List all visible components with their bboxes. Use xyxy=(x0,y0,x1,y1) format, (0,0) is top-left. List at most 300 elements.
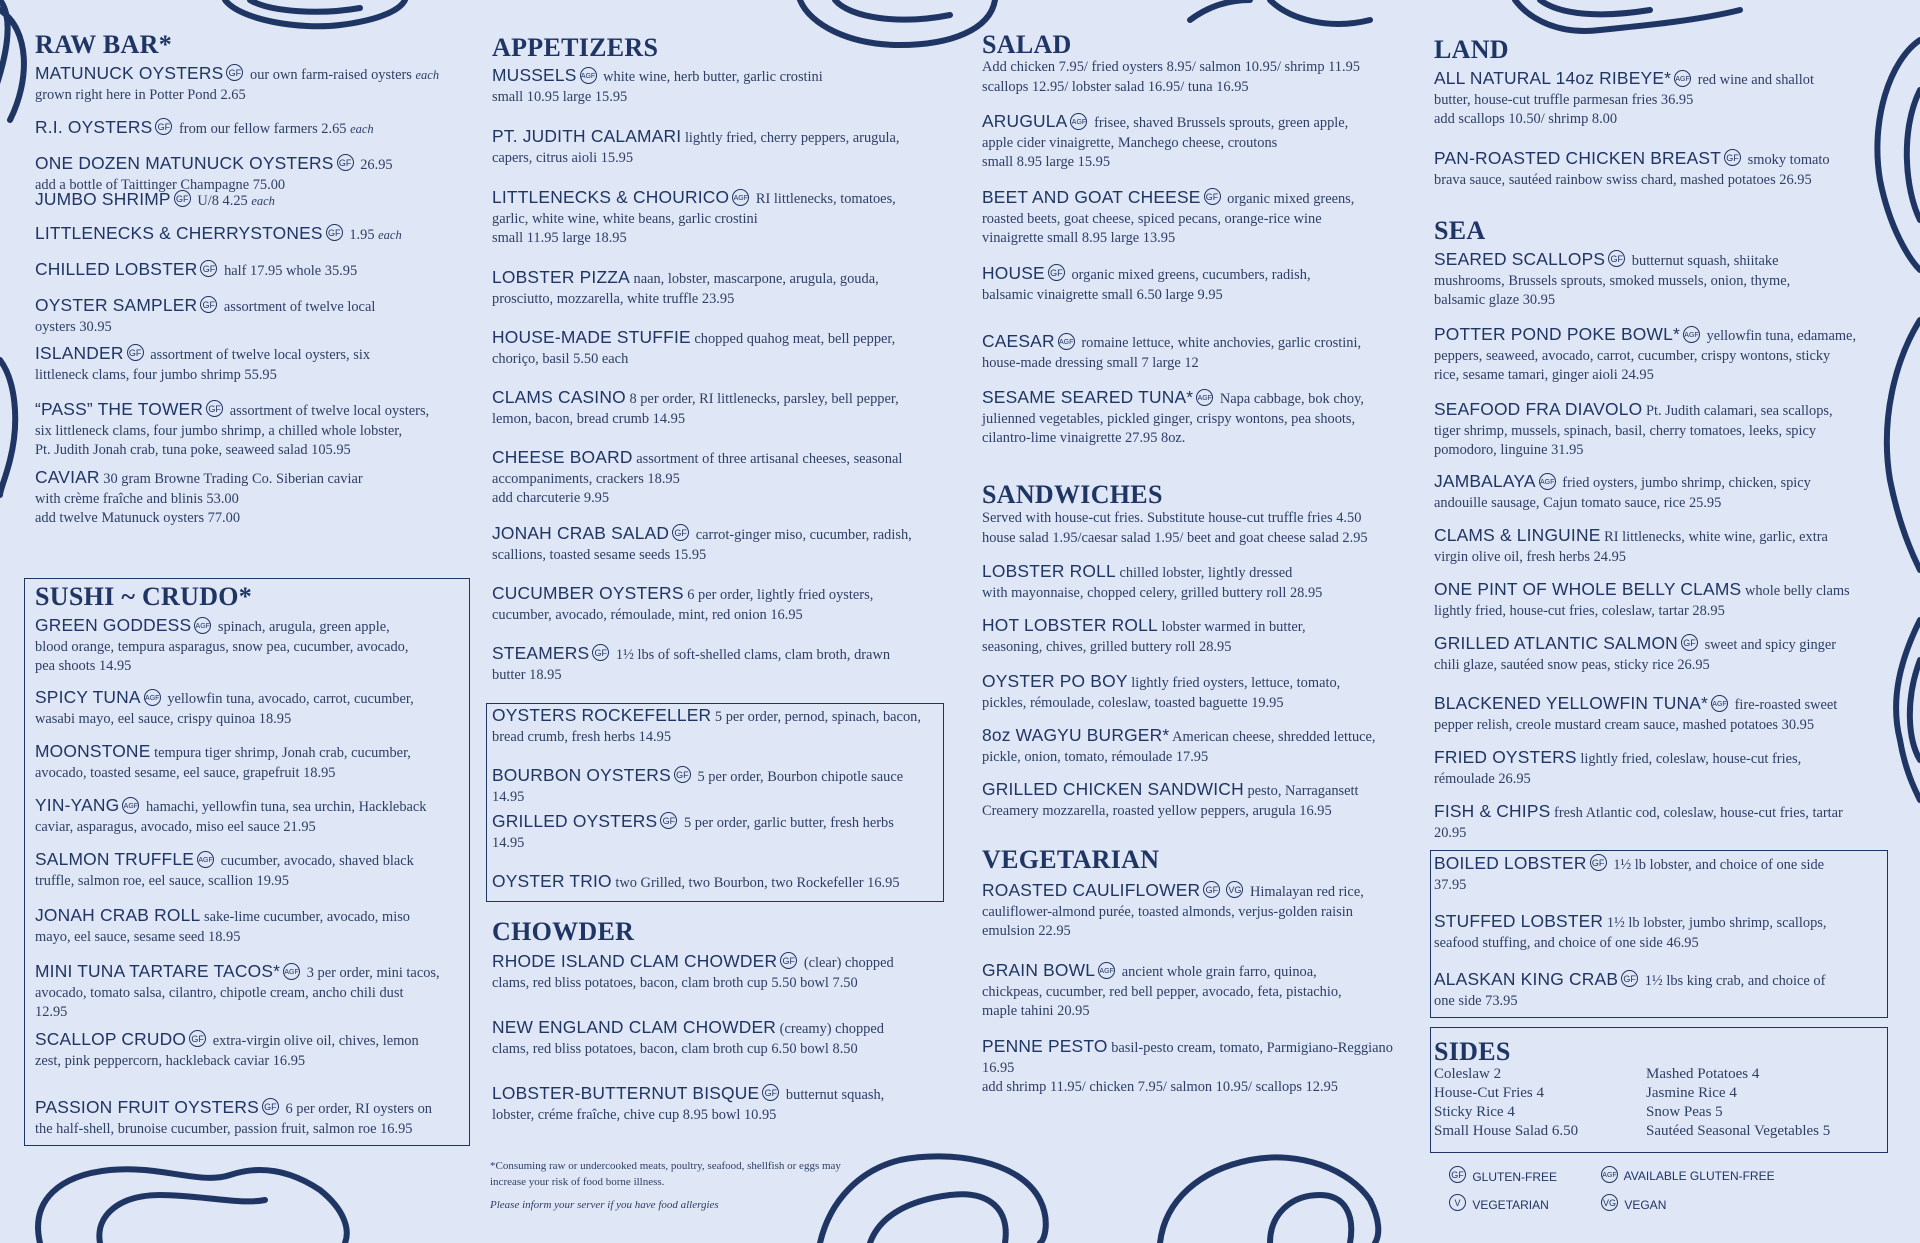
oyster-shell-top-3 xyxy=(1190,0,1370,24)
menu-item-detail: small 10.95 large 15.95 xyxy=(492,88,628,105)
menu-item-description: 8 per order, RI littlenecks, parsley, bell pepper, xyxy=(629,391,899,407)
gf-badge-icon: GF xyxy=(672,524,689,541)
menu-item-name: GREEN GODDESS xyxy=(35,615,192,635)
menu-item-detail: add scallops 10.50/ shrimp 8.00 xyxy=(1434,111,1618,127)
legend-label: AVAILABLE GLUTEN-FREE xyxy=(1623,1169,1775,1183)
menu-item xyxy=(1434,250,1884,311)
menu-item-detail: blood orange, tempura asparagus, snow pea, cucumber, avocado, xyxy=(35,638,409,655)
menu-item-detail: one side 73.95 xyxy=(1434,992,1518,1009)
menu-item-name: CUCUMBER OYSTERS xyxy=(492,583,684,603)
menu-item-detail: add twelve Matunuck oysters 77.00 xyxy=(35,510,241,526)
side-item: House-Cut Fries 4 xyxy=(1434,1085,1544,1101)
chowder-items xyxy=(492,952,952,1132)
menu-item-name: LOBSTER PIZZA xyxy=(492,267,630,287)
gf-badge-icon: GF xyxy=(200,296,217,313)
menu-item-detail: littleneck clams, four jumbo shrimp 55.95 xyxy=(35,366,277,383)
menu-item-description: Napa cabbage, bok choy, xyxy=(1219,391,1364,407)
menu-item xyxy=(1434,149,1884,190)
menu-item-description: ancient whole grain farro, quinoa, xyxy=(1121,964,1317,980)
menu-item-detail: 14.95 xyxy=(492,834,525,851)
menu-item-detail: butter 18.95 xyxy=(492,666,562,683)
menu-item-name: GRILLED CHICKEN SANDWICH xyxy=(982,779,1244,799)
menu-item xyxy=(35,190,475,212)
menu-item-detail: oysters 30.95 xyxy=(35,318,112,335)
menu-item-name: SALMON TRUFFLE xyxy=(35,849,195,869)
menu-item xyxy=(1434,472,1884,513)
menu-item-name: JONAH CRAB ROLL xyxy=(35,905,201,925)
menu-item-description: hamachi, yellowfin tuna, sea urchin, Hackleback xyxy=(145,799,427,815)
dietary-legend xyxy=(1446,1166,1886,1226)
menu-item-name: ONE DOZEN MATUNUCK OYSTERS xyxy=(35,153,334,173)
agf-badge-icon: AGF xyxy=(1601,1166,1618,1183)
menu-item xyxy=(492,584,952,625)
section-title-chowder: CHOWDER xyxy=(492,917,635,946)
raw-bar-items xyxy=(35,64,475,564)
menu-item xyxy=(982,112,1422,173)
menu-item-detail: tiger shrimp, mussels, spinach, basil, cherry tomatoes, leeks, spicy xyxy=(1434,422,1817,439)
menu-item-description: U/8 4.25 xyxy=(197,193,248,209)
menu-item-detail: lightly fried, house-cut fries, coleslaw, tartar 28.95 xyxy=(1434,602,1725,619)
menu-item-description: extra-virgin olive oil, chives, lemon xyxy=(212,1033,419,1049)
agf-badge-icon: AGF xyxy=(580,67,597,84)
menu-item-detail: accompaniments, crackers 18.95 xyxy=(492,470,680,487)
raw-warning-line2: increase your risk of food borne illness. xyxy=(490,1176,665,1188)
menu-item xyxy=(1434,400,1884,461)
menu-item-name: HOT LOBSTER ROLL xyxy=(982,615,1158,635)
menu-item-name: SEAFOOD FRA DIAVOLO xyxy=(1434,399,1643,419)
menu-item xyxy=(35,1030,465,1071)
gf-badge-icon: GF xyxy=(1681,634,1698,651)
menu-item-detail: caviar, asparagus, avocado, miso eel sauce 21.95 xyxy=(35,818,316,835)
menu-item-description: cucumber, avocado, shaved black xyxy=(220,853,414,869)
section-title-vegetarian: VEGETARIAN xyxy=(982,845,1160,874)
menu-item-detail: pickle, onion, tomato, rémoulade 17.95 xyxy=(982,748,1209,765)
menu-item xyxy=(982,332,1422,373)
menu-item-name: GRILLED OYSTERS xyxy=(492,811,658,831)
gf-badge-icon: GF xyxy=(780,952,797,969)
gf-badge-icon: GF xyxy=(762,1084,779,1101)
menu-item-detail: butter, house-cut truffle parmesan fries 36.95 xyxy=(1434,91,1694,108)
menu-item-detail: andouille sausage, Cajun tomato sauce, rice 25.95 xyxy=(1434,494,1722,511)
menu-item-description: half 17.95 whole 35.95 xyxy=(224,263,358,279)
sides-right-list xyxy=(1646,1065,1886,1141)
sandwiches-intro-line1: Served with house-cut fries. Substitute house-cut truffle fries 4.50 xyxy=(982,510,1362,526)
menu-item-name: LITTLENECKS & CHOURICO xyxy=(492,187,730,207)
side-item: Sautéed Seasonal Vegetables 5 xyxy=(1646,1123,1831,1139)
menu-item-description: assortment of twelve local oysters, xyxy=(229,403,430,419)
menu-item xyxy=(35,1098,465,1139)
menu-item-name: PENNE PESTO xyxy=(982,1036,1108,1056)
oyster-shell-right-mid xyxy=(1887,320,1920,570)
menu-item-detail: seafood stuffing, and choice of one side 46.95 xyxy=(1434,934,1699,951)
menu-item-detail: mayo, eel sauce, sesame seed 18.95 xyxy=(35,928,241,945)
gf-badge-icon: GF xyxy=(1203,881,1220,898)
section-title-sandwiches: SANDWICHES xyxy=(982,480,1163,509)
agf-badge-icon: AGF xyxy=(1058,333,1075,350)
menu-item-name: GRILLED ATLANTIC SALMON xyxy=(1434,633,1678,653)
menu-item-detail: add shrimp 11.95/ chicken 7.95/ salmon 10.95/ scallops 12.95 xyxy=(982,1079,1338,1095)
allergy-line: Please inform your server if you have food allergies xyxy=(490,1199,719,1211)
gf-badge-icon: GF xyxy=(326,224,343,241)
menu-item-detail: 37.95 xyxy=(1434,876,1467,893)
menu-item-name: 8oz WAGYU BURGER* xyxy=(982,725,1170,745)
menu-item-name: OYSTER PO BOY xyxy=(982,671,1128,691)
menu-item-detail: avocado, toasted sesame, eel sauce, grapefruit 18.95 xyxy=(35,764,336,781)
oyster-shell-right-low xyxy=(1896,620,1920,800)
menu-item xyxy=(492,188,952,249)
menu-item xyxy=(982,562,1422,603)
menu-item-description: 5 per order, Bourbon chipotle sauce xyxy=(697,769,904,785)
gf-badge-icon: GF xyxy=(200,260,217,277)
menu-item-description: 3 per order, mini tacos, xyxy=(306,965,440,981)
menu-item-detail: 20.95 xyxy=(1434,824,1467,841)
menu-item-name: MOONSTONE xyxy=(35,741,151,761)
menu-item-name: ALL NATURAL 14oz RIBEYE* xyxy=(1434,68,1672,88)
side-item: Mashed Potatoes 4 xyxy=(1646,1066,1760,1082)
menu-item-name: YIN-YANG xyxy=(35,795,120,815)
menu-item xyxy=(492,644,952,685)
allergy-notice xyxy=(490,1158,930,1213)
menu-item-detail: zest, pink peppercorn, hackleback caviar 16.95 xyxy=(35,1052,306,1069)
sandwiches-intro xyxy=(982,509,1422,548)
menu-item-description: assortment of twelve local xyxy=(223,299,376,315)
menu-item xyxy=(35,688,465,729)
menu-item xyxy=(982,780,1422,821)
section-title-sides: SIDES xyxy=(1434,1037,1511,1066)
menu-item-unit: each xyxy=(415,68,440,82)
menu-item-name: MATUNUCK OYSTERS xyxy=(35,63,224,83)
menu-item xyxy=(492,328,952,369)
gf-badge-icon: GF xyxy=(1204,188,1221,205)
menu-item-detail: 12.95 xyxy=(35,1004,68,1020)
agf-badge-icon: AGF xyxy=(1539,473,1556,490)
menu-item-description: two Grilled, two Bourbon, two Rockefeller 16.95 xyxy=(615,875,900,891)
gf-badge-icon: GF xyxy=(1724,149,1741,166)
agf-badge-icon: AGF xyxy=(1711,695,1728,712)
menu-item-detail: Creamery mozzarella, roasted yellow peppers, arugula 16.95 xyxy=(982,802,1332,819)
menu-item-description: (creamy) chopped xyxy=(779,1021,884,1037)
oyster-shell-bottom-left xyxy=(38,1169,347,1243)
menu-item-detail: choriço, basil 5.50 each xyxy=(492,350,629,367)
menu-item-description: 26.95 xyxy=(360,157,393,173)
menu-item-unit: each xyxy=(251,194,275,208)
agf-badge-icon: AGF xyxy=(1674,70,1691,87)
agf-badge-icon: AGF xyxy=(732,189,749,206)
menu-item-description: fresh Atlantic cod, coleslaw, house-cut fries, tartar xyxy=(1554,805,1843,821)
menu-item xyxy=(1434,69,1884,130)
menu-item xyxy=(492,388,952,429)
menu-item xyxy=(1434,580,1884,621)
menu-item-detail: mushrooms, Brussels sprouts, smoked mussels, onion, thyme, xyxy=(1434,272,1791,289)
menu-item-detail: pickles, rémoulade, coleslaw, toasted baguette 19.95 xyxy=(982,694,1284,711)
menu-item-description: butternut squash, shiitake xyxy=(1631,253,1779,269)
section-title-salad: SALAD xyxy=(982,30,1072,59)
legend-vegetarian xyxy=(1446,1194,1549,1212)
vg-badge-icon: VG xyxy=(1601,1194,1618,1211)
menu-item-description: red wine and shallot xyxy=(1697,72,1814,88)
sandwich-items xyxy=(982,562,1422,832)
menu-item-detail: balsamic glaze 30.95 xyxy=(1434,292,1556,308)
menu-item-description: organic mixed greens, xyxy=(1227,191,1355,207)
menu-item-name: HOUSE-MADE STUFFIE xyxy=(492,327,691,347)
oyster-shell-top-2 xyxy=(800,0,995,45)
menu-item-detail: prosciutto, mozzarella, white truffle 23.95 xyxy=(492,290,735,307)
menu-item xyxy=(982,1037,1422,1098)
menu-item-detail: vinaigrette small 8.95 large 13.95 xyxy=(982,230,1176,246)
menu-item-description: frisee, shaved Brussels sprouts, green apple, xyxy=(1094,115,1349,131)
menu-item xyxy=(492,1018,952,1059)
land-items xyxy=(1434,69,1884,199)
menu-item-detail: brava sauce, sautéed rainbow swiss chard, mashed potatoes 26.95 xyxy=(1434,171,1812,188)
menu-item-detail: lemon, bacon, bread crumb 14.95 xyxy=(492,410,686,427)
menu-item-description: chopped quahog meat, bell pepper, xyxy=(694,331,896,347)
oyster-shell-top-1 xyxy=(225,0,405,26)
menu-item xyxy=(35,64,475,105)
menu-item-detail: pomodoro, linguine 31.95 xyxy=(1434,442,1584,458)
menu-item-detail: pea shoots 14.95 xyxy=(35,658,132,674)
menu-item-description: RI littlenecks, tomatoes, xyxy=(755,191,896,207)
menu-item xyxy=(1434,802,1884,843)
gf-badge-icon: GF xyxy=(674,766,691,783)
menu-item-name: CHILLED LOBSTER xyxy=(35,259,198,279)
sandwiches-intro-line2: house salad 1.95/caesar salad 1.95/ beet and goat cheese salad 2.95 xyxy=(982,529,1368,546)
menu-item xyxy=(35,616,465,677)
side-item: Small House Salad 6.50 xyxy=(1434,1123,1579,1139)
menu-item-description: carrot-ginger miso, cucumber, radish, xyxy=(695,527,912,543)
agf-badge-icon: AGF xyxy=(122,797,139,814)
salad-addons xyxy=(982,58,1422,97)
raw-warning-line1: *Consuming raw or undercooked meats, poultry, seafood, shellfish or eggs may xyxy=(490,1160,841,1172)
gf-badge-icon: GF xyxy=(262,1098,279,1115)
menu-item xyxy=(35,296,475,337)
menu-item-description: 6 per order, lightly fried oysters, xyxy=(687,587,874,603)
menu-item-name: BLACKENED YELLOWFIN TUNA* xyxy=(1434,693,1708,713)
gf-badge-icon: GF xyxy=(127,344,144,361)
menu-item-name: ISLANDER xyxy=(35,343,124,363)
menu-item-detail: cilantro-lime vinaigrette 27.95 8oz. xyxy=(982,430,1186,446)
lobster-items xyxy=(1434,854,1884,1014)
menu-item-name: JUMBO SHRIMP xyxy=(35,189,171,209)
menu-item-description: spinach, arugula, green apple, xyxy=(217,619,390,635)
gf-badge-icon: GF xyxy=(226,64,243,81)
gf-badge-icon: GF xyxy=(189,1030,206,1047)
menu-item xyxy=(1434,694,1884,735)
side-item: Sticky Rice 4 xyxy=(1434,1104,1515,1120)
menu-item-detail: wasabi mayo, eel sauce, crispy quinoa 18.95 xyxy=(35,710,292,727)
gf-badge-icon: GF xyxy=(1449,1166,1466,1183)
menu-item-detail: clams, red bliss potatoes, bacon, clam broth cup 5.50 bowl 7.50 xyxy=(492,974,858,991)
menu-item xyxy=(492,952,952,993)
menu-item-detail: peppers, seaweed, avocado, carrot, cucumber, crispy wontons, sticky xyxy=(1434,347,1831,364)
side-item: Snow Peas 5 xyxy=(1646,1104,1723,1120)
gf-badge-icon: GF xyxy=(155,118,172,135)
legend-available-gluten-free xyxy=(1598,1166,1775,1183)
menu-item-detail: emulsion 22.95 xyxy=(982,923,1071,939)
menu-item-description: 5 per order, pernod, spinach, bacon, xyxy=(714,709,921,725)
section-title-sea: SEA xyxy=(1434,216,1486,245)
vg-badge-icon: VG xyxy=(1226,881,1243,898)
gf-badge-icon: GF xyxy=(1048,264,1065,281)
side-item: Coleslaw 2 xyxy=(1434,1066,1502,1082)
menu-item-detail: maple tahini 20.95 xyxy=(982,1003,1090,1019)
menu-item-description: pesto, Narragansett xyxy=(1247,783,1359,799)
menu-item-detail: virgin olive oil, fresh herbs 24.95 xyxy=(1434,548,1626,565)
menu-item-description: 30 gram Browne Trading Co. Siberian caviar xyxy=(103,471,363,487)
menu-item-name: JONAH CRAB SALAD xyxy=(492,523,670,543)
v-badge-icon: V xyxy=(1449,1194,1466,1211)
gf-badge-icon: GF xyxy=(206,400,223,417)
menu-item-detail: capers, citrus aioli 15.95 xyxy=(492,149,634,166)
menu-item-detail: small 8.95 large 15.95 xyxy=(982,154,1111,170)
menu-item-description: lightly fried, cherry peppers, arugula, xyxy=(684,130,900,146)
menu-item-description: our own farm-raised oysters xyxy=(250,67,412,83)
menu-item-name: FISH & CHIPS xyxy=(1434,801,1551,821)
menu-item-description: 1½ lb lobster, and choice of one side xyxy=(1613,857,1825,873)
menu-item-name: CAVIAR xyxy=(35,467,100,487)
menu-item xyxy=(35,400,475,461)
menu-item xyxy=(35,344,475,385)
salad-addons-line2: scallops 12.95/ lobster salad 16.95/ tuna 16.95 xyxy=(982,78,1249,95)
menu-item-detail: balsamic vinaigrette small 6.50 large 9.95 xyxy=(982,286,1223,303)
menu-item-name: OYSTERS ROCKEFELLER xyxy=(492,705,712,725)
menu-item-name: RHODE ISLAND CLAM CHOWDER xyxy=(492,951,778,971)
side-item: Jasmine Rice 4 xyxy=(1646,1085,1737,1101)
menu-item xyxy=(982,188,1422,249)
menu-item xyxy=(35,796,465,837)
menu-item-description: assortment of twelve local oysters, six xyxy=(150,347,371,363)
menu-item-name: CLAMS & LINGUINE xyxy=(1434,525,1601,545)
menu-item-name: LITTLENECKS & CHERRYSTONES xyxy=(35,223,323,243)
menu-item-description: sweet and spicy ginger xyxy=(1704,637,1837,653)
menu-item-description: 1½ lbs of soft-shelled clams, clam broth, drawn xyxy=(615,647,891,663)
menu-item-description: Himalayan red rice, xyxy=(1249,884,1364,900)
salad-addons-line1: Add chicken 7.95/ fried oysters 8.95/ salmon 10.95/ shrimp 11.95 xyxy=(982,59,1360,75)
menu-item-description: butternut squash, xyxy=(785,1087,885,1103)
menu-item-description: 6 per order, RI oysters on xyxy=(285,1101,432,1117)
menu-item-name: ROASTED CAULIFLOWER xyxy=(982,880,1201,900)
menu-item-description: sake-lime cucumber, avocado, miso xyxy=(203,909,410,925)
menu-item xyxy=(982,672,1422,713)
menu-item-detail: avocado, tomato salsa, cilantro, chipotle cream, ancho chili dust xyxy=(35,984,404,1001)
menu-item-detail: with crème fraîche and blinis 53.00 xyxy=(35,490,239,507)
legend-label: VEGAN xyxy=(1624,1198,1667,1212)
agf-badge-icon: AGF xyxy=(197,851,214,868)
menu-item-name: CHEESE BOARD xyxy=(492,447,633,467)
menu-item-name: OYSTER TRIO xyxy=(492,871,612,891)
menu-item-description: (clear) chopped xyxy=(803,955,894,971)
menu-item-detail: truffle, salmon roe, eel sauce, scallion 19.95 xyxy=(35,872,289,889)
menu-item xyxy=(35,224,475,246)
menu-item-description: lightly fried oysters, lettuce, tomato, xyxy=(1131,675,1341,691)
menu-item-name: NEW ENGLAND CLAM CHOWDER xyxy=(492,1017,777,1037)
menu-item-detail: seasoning, chives, grilled buttery roll 28.95 xyxy=(982,638,1232,655)
menu-item-description: fried oysters, jumbo shrimp, chicken, spicy xyxy=(1562,475,1811,491)
menu-item xyxy=(1434,526,1884,567)
menu-item-name: PASSION FRUIT OYSTERS xyxy=(35,1097,259,1117)
menu-item-name: STUFFED LOBSTER xyxy=(1434,911,1604,931)
gf-badge-icon: GF xyxy=(1590,854,1607,871)
appetizer-items xyxy=(492,66,952,686)
menu-item xyxy=(492,766,942,807)
menu-item-name: OYSTER SAMPLER xyxy=(35,295,198,315)
menu-item-detail: clams, red bliss potatoes, bacon, clam broth cup 6.50 bowl 8.50 xyxy=(492,1040,858,1057)
menu-item-name: SEARED SCALLOPS xyxy=(1434,249,1606,269)
menu-item-description: chilled lobster, lightly dressed xyxy=(1119,565,1293,581)
menu-item-description: lobster warmed in butter, xyxy=(1161,619,1306,635)
menu-item-description: 1.95 xyxy=(349,227,375,243)
oyster-shell-top-left xyxy=(0,0,24,120)
sushi-items xyxy=(35,616,465,1146)
menu-item-detail: bread crumb, fresh herbs 14.95 xyxy=(492,728,672,745)
menu-item-description: smoky tomato xyxy=(1747,152,1830,168)
menu-item-description: tempura tiger shrimp, Jonah crab, cucumber, xyxy=(154,745,411,761)
menu-item-description: American cheese, shredded lettuce, xyxy=(1172,729,1376,745)
menu-item-description: romaine lettuce, white anchovies, garlic crostini, xyxy=(1081,335,1362,351)
menu-item-name: “PASS” THE TOWER xyxy=(35,399,204,419)
agf-badge-icon: AGF xyxy=(1070,113,1087,130)
menu-item-description: white wine, herb butter, garlic crostini xyxy=(603,69,823,85)
menu-item-description: yellowfin tuna, avocado, carrot, cucumber, xyxy=(167,691,414,707)
menu-item xyxy=(982,881,1422,942)
menu-item xyxy=(1434,854,1884,895)
menu-item-detail: roasted beets, goat cheese, spiced pecans, orange-rice wine xyxy=(982,210,1322,227)
menu-item xyxy=(492,448,952,509)
menu-item-detail: cauliflower-almond purée, toasted almonds, verjus-golden raisin xyxy=(982,903,1353,920)
menu-item xyxy=(492,524,952,565)
menu-item-description: basil-pesto cream, tomato, Parmigiano-Reggiano xyxy=(1111,1040,1393,1056)
menu-item-name: GRAIN BOWL xyxy=(982,960,1096,980)
sea-items xyxy=(1434,250,1884,850)
menu-item-name: R.I. OYSTERS xyxy=(35,117,153,137)
menu-item xyxy=(35,850,465,891)
gf-badge-icon: GF xyxy=(337,154,354,171)
menu-item-description: 1½ lb lobster, jumbo shrimp, scallops, xyxy=(1606,915,1827,931)
menu-item-description: whole belly clams xyxy=(1744,583,1850,599)
menu-item-detail: house-made dressing small 7 large 12 xyxy=(982,354,1199,371)
menu-item-detail: six littleneck clams, four jumbo shrimp, a chilled whole lobster, xyxy=(35,422,403,439)
menu-item xyxy=(1434,325,1884,386)
menu-item xyxy=(982,616,1422,657)
legend-label: GLUTEN-FREE xyxy=(1472,1170,1558,1184)
menu-item-detail: lobster, créme fraîche, chive cup 8.95 bowl 10.95 xyxy=(492,1106,777,1123)
menu-item-name: SPICY TUNA xyxy=(35,687,141,707)
oyster-special-items xyxy=(492,706,942,901)
oyster-shell-top-4 xyxy=(1515,0,1740,31)
menu-item-unit: each xyxy=(378,228,402,242)
agf-badge-icon: AGF xyxy=(1683,326,1700,343)
menu-item xyxy=(492,812,942,853)
menu-item-detail: 14.95 xyxy=(492,788,525,805)
salad-items xyxy=(982,112,1422,452)
menu-item-description: 1½ lbs king crab, and choice of xyxy=(1644,973,1826,989)
legend-label: VEGETARIAN xyxy=(1472,1198,1549,1212)
menu-item-name: POTTER POND POKE BOWL* xyxy=(1434,324,1680,344)
menu-item xyxy=(982,388,1422,449)
menu-item-detail: rice, sesame tamari, ginger aioli 24.95 xyxy=(1434,367,1654,383)
menu-item-name: HOUSE xyxy=(982,263,1045,283)
menu-item xyxy=(492,706,942,747)
menu-item xyxy=(35,962,465,1023)
menu-item-detail: garlic, white wine, white beans, garlic crostini xyxy=(492,210,758,227)
menu-item-description: RI littlenecks, white wine, garlic, extra xyxy=(1604,529,1828,545)
menu-item-name: BEET AND GOAT CHEESE xyxy=(982,187,1201,207)
legend-vegan xyxy=(1598,1194,1666,1212)
menu-item-name: ARUGULA xyxy=(982,111,1068,131)
menu-item-name: BOILED LOBSTER xyxy=(1434,853,1587,873)
menu-item-name: PT. JUDITH CALAMARI xyxy=(492,126,682,146)
menu-item-name: PAN-ROASTED CHICKEN BREAST xyxy=(1434,148,1722,168)
menu-item xyxy=(492,127,952,168)
